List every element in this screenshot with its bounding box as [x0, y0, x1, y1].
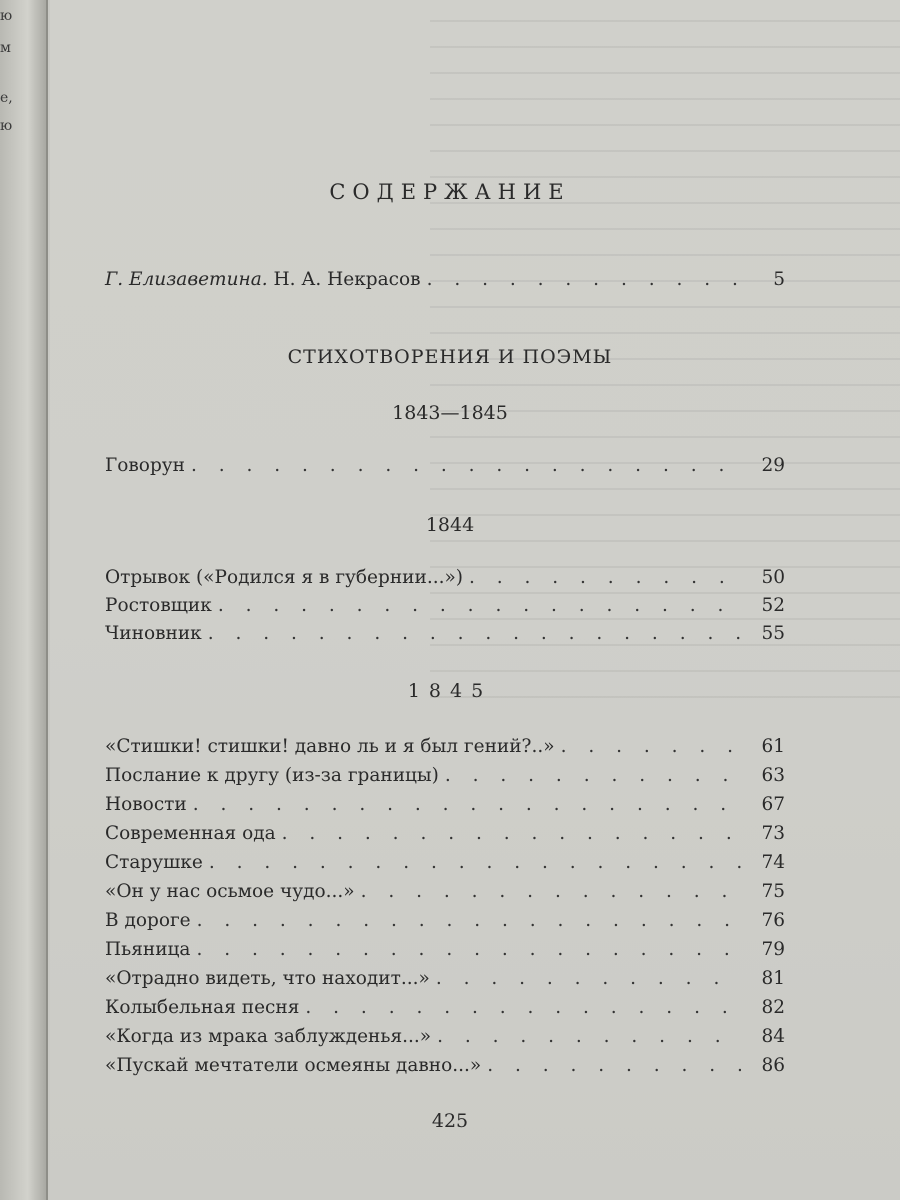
dot-leader: [469, 564, 741, 592]
dot-leader: [218, 592, 741, 620]
toc-entry[interactable]: [105, 820, 785, 848]
toc-entry-title: Новости: [105, 794, 187, 815]
toc-page-number: 63: [761, 765, 785, 786]
toc-page-number: 76: [761, 910, 785, 931]
intro-title: Н. А. Некрасов: [273, 269, 421, 290]
toc-page-number: 75: [761, 881, 785, 902]
toc-entry[interactable]: [105, 592, 785, 620]
year-heading: 1843—1845: [392, 402, 508, 424]
toc-entry-title: Колыбельная песня: [105, 997, 300, 1018]
toc-entry[interactable]: [105, 564, 785, 592]
toc-entry[interactable]: [105, 994, 785, 1022]
toc-entry-title: «Когда из мрака заблужденья...»: [105, 1026, 432, 1047]
toc-entry-title: Ростовщик: [105, 595, 212, 616]
toc-page-number: 29: [761, 455, 785, 476]
margin-fragment: м: [0, 40, 11, 56]
toc-entry-title: [105, 266, 421, 294]
dot-leader: [487, 1052, 741, 1080]
year-heading: 1844: [425, 514, 475, 536]
toc-entry-title: Пьяница: [105, 939, 191, 960]
toc-entry-title: «Пускай мечтатели осмеяны давно...»: [105, 1055, 482, 1076]
toc-entry-title: Чиновник: [105, 623, 202, 644]
dot-leader: [436, 965, 741, 993]
toc-page-number: 86: [761, 1055, 785, 1076]
toc-entry[interactable]: [105, 762, 785, 790]
dot-leader: [305, 994, 741, 1022]
toc-entry[interactable]: [105, 620, 785, 648]
toc-entry[interactable]: [105, 1052, 785, 1080]
intro-author: Г. Елизаветина.: [105, 269, 268, 290]
toc-entry[interactable]: [105, 1023, 785, 1051]
toc-entry[interactable]: [105, 452, 785, 480]
toc-page-number: 73: [761, 823, 785, 844]
toc-entry-title: «Он у нас осьмое чудо...»: [105, 881, 355, 902]
dot-leader: [209, 849, 741, 877]
toc-page-number: 5: [773, 269, 785, 290]
dot-leader: [196, 936, 741, 964]
toc-entry[interactable]: [105, 936, 785, 964]
dot-leader: [437, 1023, 741, 1051]
section-title: СТИХОТВОРЕНИЯ И ПОЭМЫ: [287, 346, 613, 368]
toc-entry-title: Современная ода: [105, 823, 276, 844]
dot-leader: [191, 452, 741, 480]
toc-entry-title: Отрывок («Родился я в губернии...»): [105, 567, 463, 588]
toc-entry-title: Послание к другу (из-за границы): [105, 765, 439, 786]
toc-page-number: 82: [761, 997, 785, 1018]
toc-entry[interactable]: [105, 965, 785, 993]
margin-fragment: е,: [0, 90, 13, 106]
toc-page-number: 50: [761, 567, 785, 588]
margin-fragment: ю: [0, 118, 13, 134]
toc-entry-title: «Отрадно видеть, что находит...»: [105, 968, 430, 989]
contents-title: СОДЕРЖАНИЕ: [329, 180, 571, 204]
page-number: 425: [431, 1110, 469, 1132]
year-heading: 1845: [407, 680, 493, 702]
dot-leader: [282, 820, 741, 848]
toc-entry[interactable]: [105, 907, 785, 935]
dot-leader: [208, 620, 741, 648]
toc-page-number: 74: [761, 852, 785, 873]
toc-entry-title: «Стишки! стишки! давно ль и я был гений?..»: [105, 736, 555, 757]
toc-entry[interactable]: [105, 733, 785, 761]
toc-entry-title: Старушке: [105, 852, 203, 873]
toc-entry-title: В дороге: [105, 910, 191, 931]
toc-page-number: 84: [761, 1026, 785, 1047]
toc-entry[interactable]: [105, 878, 785, 906]
toc-entry-intro[interactable]: [105, 266, 785, 294]
dot-leader: [445, 762, 741, 790]
dot-leader: [193, 791, 741, 819]
toc-page-number: 79: [761, 939, 785, 960]
toc-page-number: 67: [761, 794, 785, 815]
toc-entry-title: Говорун: [105, 455, 185, 476]
toc-page-number: 61: [761, 736, 785, 757]
dot-leader: [427, 266, 741, 294]
toc-page-number: 81: [761, 968, 785, 989]
toc-entry[interactable]: [105, 791, 785, 819]
dot-leader: [361, 878, 741, 906]
margin-fragment: ю: [0, 8, 13, 24]
toc-entry[interactable]: [105, 849, 785, 877]
toc-page-number: 52: [761, 595, 785, 616]
dot-leader: [197, 907, 741, 935]
dot-leader: [561, 733, 741, 761]
toc-page-number: 55: [761, 623, 785, 644]
